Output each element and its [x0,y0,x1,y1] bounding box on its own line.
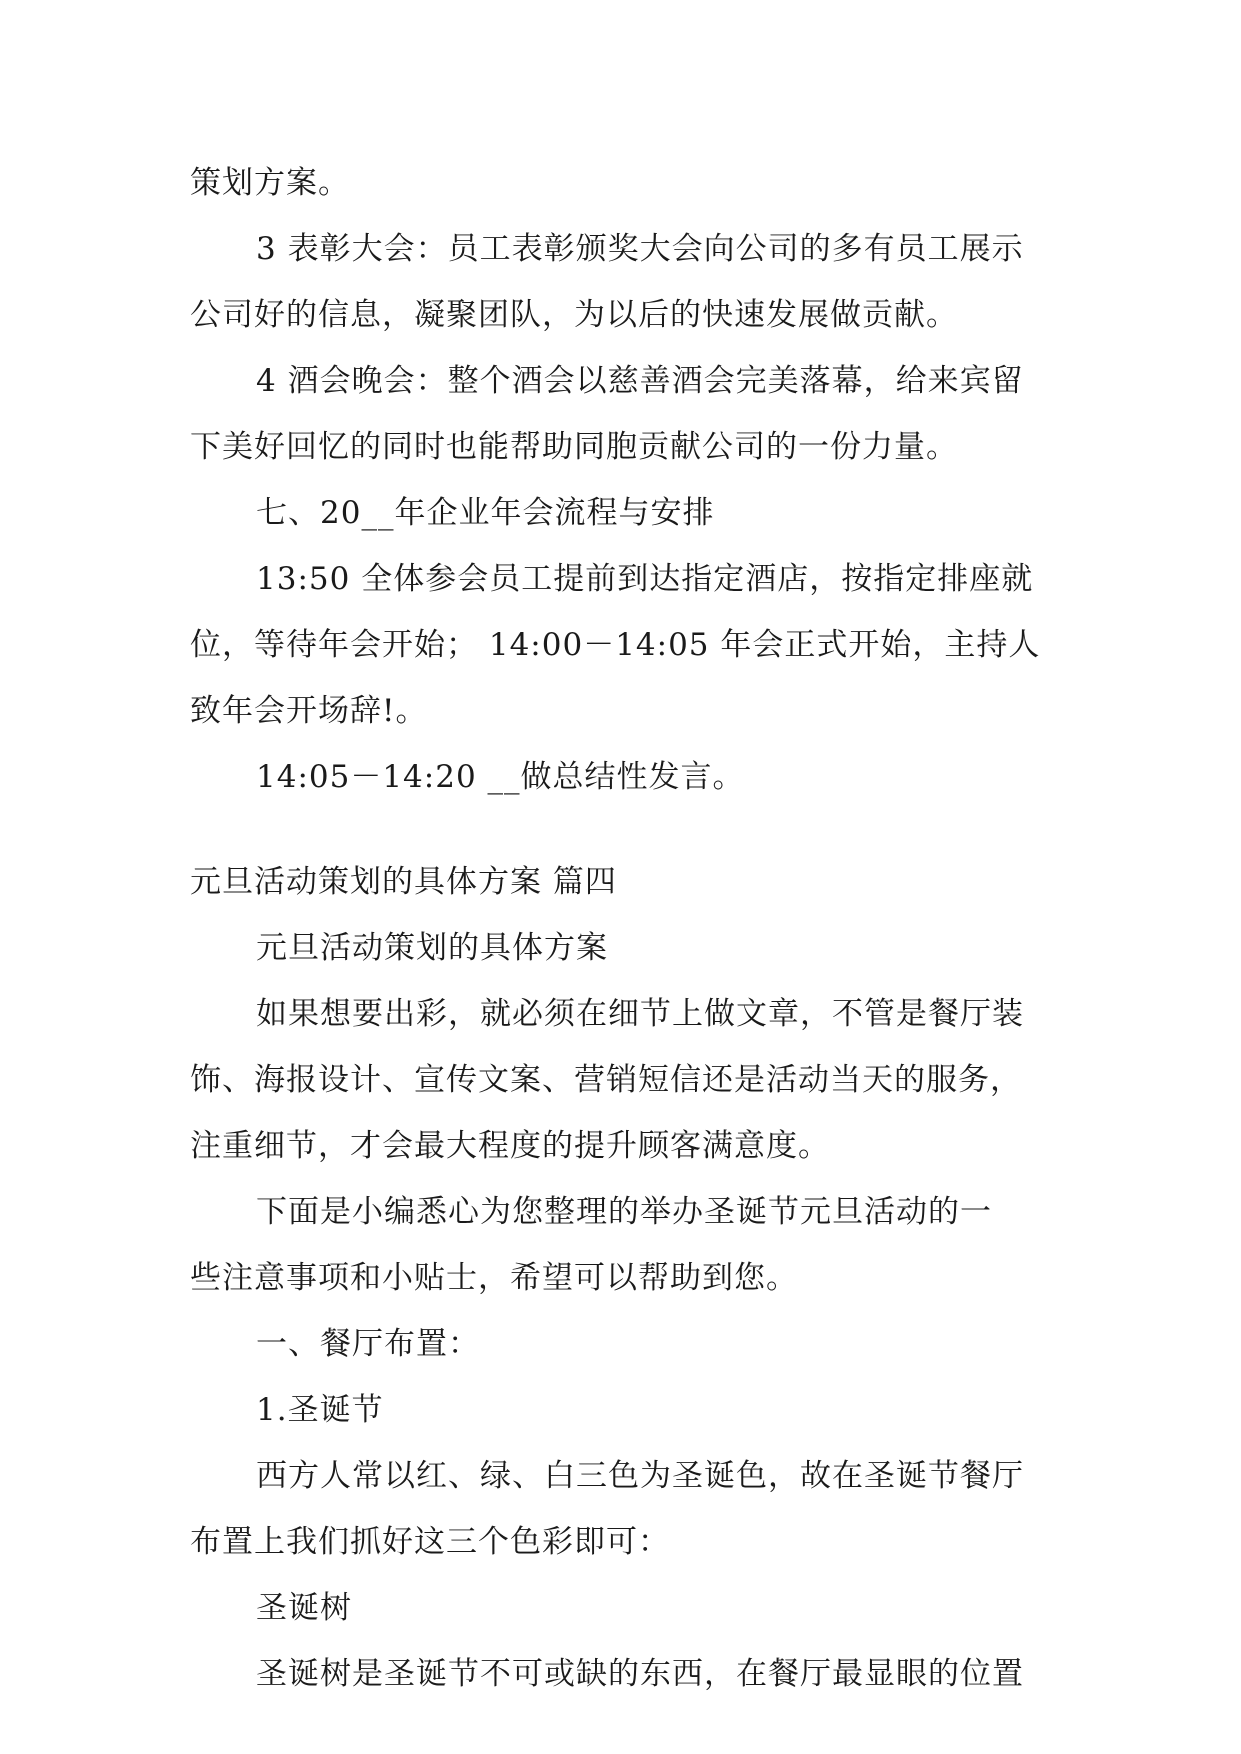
paragraph-line: 致年会开场辞!。 [190,693,428,729]
section-heading: 一、餐厅布置： [256,1326,480,1362]
paragraph-line: 3 表彰大会：员工表彰颁奖大会向公司的多有员工展示 [256,231,1024,267]
document-subtitle: 元旦活动策划的具体方案 [256,930,608,966]
paragraph-line: 公司好的信息，凝聚团队，为以后的快速发展做贡献。 [190,297,958,333]
paragraph-line: 圣诞树是圣诞节不可或缺的东西，在餐厅最显眼的位置 [256,1656,1024,1692]
paragraph-line: 布置上我们抓好这三个色彩即可： [190,1524,670,1560]
paragraph-line: 下面是小编悉心为您整理的举办圣诞节元旦活动的一 [256,1194,992,1230]
paragraph-line: 策划方案。 [190,165,350,201]
section-heading: 七、20__年企业年会流程与安排 [256,495,715,531]
paragraph-line: 下美好回忆的同时也能帮助同胞贡献公司的一份力量。 [190,429,958,465]
subsection-heading: 圣诞树 [256,1590,352,1626]
paragraph-line: 些注意事项和小贴士，希望可以帮助到您。 [190,1260,798,1296]
paragraph-line: 位，等待年会开始； 14:00－14:05 年会正式开始，主持人 [190,627,1041,663]
paragraph-line: 饰、海报设计、宣传文案、营销短信还是活动当天的服务， [190,1062,1022,1098]
paragraph-line: 注重细节，才会最大程度的提升顾客满意度。 [190,1128,830,1164]
paragraph-line: 4 酒会晚会：整个酒会以慈善酒会完美落幕，给来宾留 [256,363,1024,399]
paragraph-line: 14:05－14:20 __做总结性发言。 [256,759,745,795]
subsection-heading: 1.圣诞节 [256,1392,384,1428]
paragraph-line: 西方人常以红、绿、白三色为圣诞色，故在圣诞节餐厅 [256,1458,1024,1494]
paragraph-line: 13:50 全体参会员工提前到达指定酒店，按指定排座就 [256,561,1034,597]
paragraph-line: 如果想要出彩，就必须在细节上做文章，不管是餐厅装 [256,996,1024,1032]
chapter-title: 元旦活动策划的具体方案 篇四 [190,864,617,900]
